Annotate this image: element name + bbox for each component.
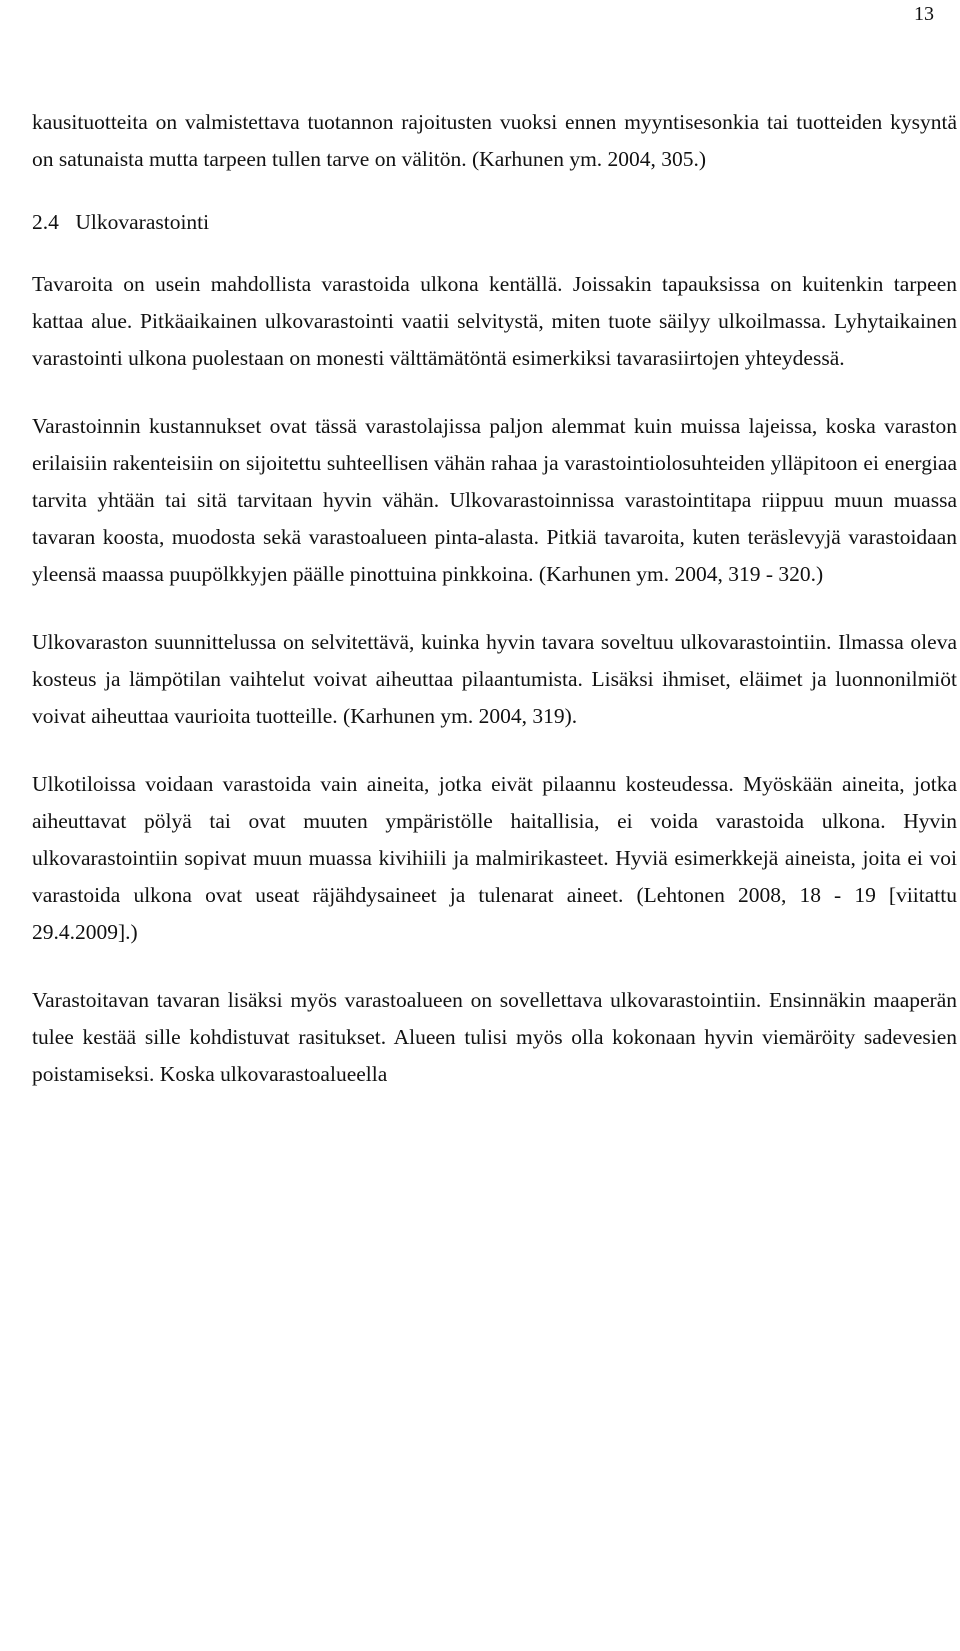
paragraph: Ulkotiloissa voidaan varastoida vain aineita, jotka eivät pilaannu kosteudessa. Myöskään aineita, jotka aiheuttavat pölyä tai ovat muuten ympäristölle haitallisia, ei voida varastoida ulkona. Hyvin ulkovarastointiin sopivat muun muassa kivihiili ja malmirikasteet. Hyviä esimerkkejä aineista, joita ei voi varastoida ulkona ovat useat räjähdysaineet ja tulenarat aineet. (Lehtonen 2008, 18 - 19 [viitattu 29.4.2009].)	[32, 772, 957, 944]
paragraph: Tavaroita on usein mahdollista varastoida ulkona kentällä. Joissakin tapauksissa on kuitenkin tarpeen kattaa alue. Pitkäaikainen ulkovarastointi vaatii selvitystä, miten tuote säilyy ulkoilmassa. Lyhytaikainen varastointi ulkona puolestaan on monesti välttämätöntä esimerkiksi tavarasiirtojen yhteydessä.	[32, 272, 957, 370]
page-body	[32, 104, 957, 1093]
page-number: 13	[914, 3, 934, 25]
section-number: 2.4	[32, 210, 59, 234]
paragraph: Varastoinnin kustannukset ovat tässä varastolajissa paljon alemmat kuin muissa lajeissa, koska varaston erilaisiin rakenteisiin on sijoitettu suhteellisen vähän rahaa ja varastointiolosuhteiden ylläpitoon ei energiaa tarvita yhtään tai sitä tarvitaan hyvin vähän. Ulkovarastoinnissa varastointitapa riippuu muun muassa tavaran koosta, muodosta sekä varastoalueen pinta-alasta. Pitkiä tavaroita, kuten teräslevyjä varastoidaan yleensä maassa puupölkkyjen päälle pinottuina pinkkoina. (Karhunen ym. 2004, 319 - 320.)	[32, 414, 957, 586]
section-heading	[32, 204, 957, 241]
paragraph: Ulkovaraston suunnittelussa on selvitettävä, kuinka hyvin tavara soveltuu ulkovarastointiin. Ilmassa oleva kosteus ja lämpötilan vaihtelut voivat aiheuttaa pilaantumista. Lisäksi ihmiset, eläimet ja luonnonilmiöt voivat aiheuttaa vaurioita tuotteille. (Karhunen ym. 2004, 319).	[32, 630, 957, 728]
continuation-paragraph: kausituotteita on valmistettava tuotannon rajoitusten vuoksi ennen myyntisesonkia tai tuotteiden kysyntä on satunaista mutta tarpeen tullen tarve on välitön. (Karhunen ym. 2004, 305.)	[32, 110, 957, 171]
paragraph: Varastoitavan tavaran lisäksi myös varastoalueen on sovellettava ulkovarastointiin. Ensinnäkin maaperän tulee kestää sille kohdistuvat rasitukset. Alueen tulisi myös olla kokonaan hyvin viemäröity sadevesien poistamiseksi. Koska ulkovarastoalueella	[32, 988, 957, 1086]
section-title: Ulkovarastointi	[75, 210, 210, 234]
